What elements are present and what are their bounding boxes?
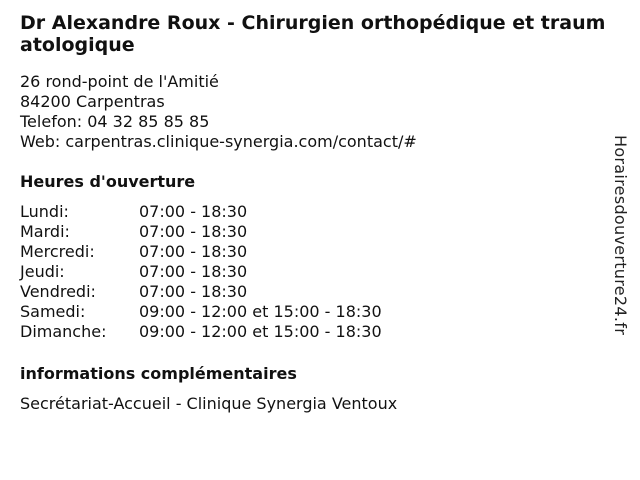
opening-hours-heading: Heures d'ouverture: [20, 172, 196, 191]
hours-row-jeudi: [20, 262, 612, 282]
day-hours: 09:00 - 12:00 et 15:00 - 18:30: [139, 322, 382, 341]
address-block: [20, 72, 612, 152]
day-label: Mercredi:: [20, 242, 95, 261]
day-label: Mardi:: [20, 222, 70, 241]
address-city: 84200 Carpentras: [20, 92, 165, 111]
opening-hours-table: [20, 202, 612, 342]
hours-row-samedi: [20, 302, 612, 322]
hours-row-lundi: [20, 202, 612, 222]
hours-row-mercredi: [20, 242, 612, 262]
day-label: Jeudi:: [20, 262, 65, 281]
phone-number: Telefon: 04 32 85 85 85: [20, 112, 210, 131]
day-hours: 07:00 - 18:30: [139, 242, 248, 261]
page-title: Dr Alexandre Roux - Chirurgien orthopédique et traumatologique: [20, 12, 606, 56]
address-street: 26 rond-point de l'Amitié: [20, 72, 219, 91]
day-hours: 07:00 - 18:30: [139, 202, 248, 221]
day-hours: 09:00 - 12:00 et 15:00 - 18:30: [139, 302, 382, 321]
additional-info-text: Secrétariat-Accueil - Clinique Synergia Ventoux: [20, 394, 398, 413]
hours-row-dimanche: [20, 322, 612, 342]
day-label: Lundi:: [20, 202, 69, 221]
practice-card: [20, 12, 612, 414]
hours-row-vendredi: [20, 282, 612, 302]
day-label: Samedi:: [20, 302, 86, 321]
additional-info-heading: informations complémentaires: [20, 364, 297, 383]
day-label: Dimanche:: [20, 322, 107, 341]
site-watermark: Horairesdouverture24.fr: [611, 135, 630, 336]
day-label: Vendredi:: [20, 282, 96, 301]
day-hours: 07:00 - 18:30: [139, 282, 248, 301]
hours-row-mardi: [20, 222, 612, 242]
day-hours: 07:00 - 18:30: [139, 222, 248, 241]
day-hours: 07:00 - 18:30: [139, 262, 248, 281]
website-link[interactable]: Web: carpentras.clinique-synergia.com/contact/#: [20, 132, 417, 151]
